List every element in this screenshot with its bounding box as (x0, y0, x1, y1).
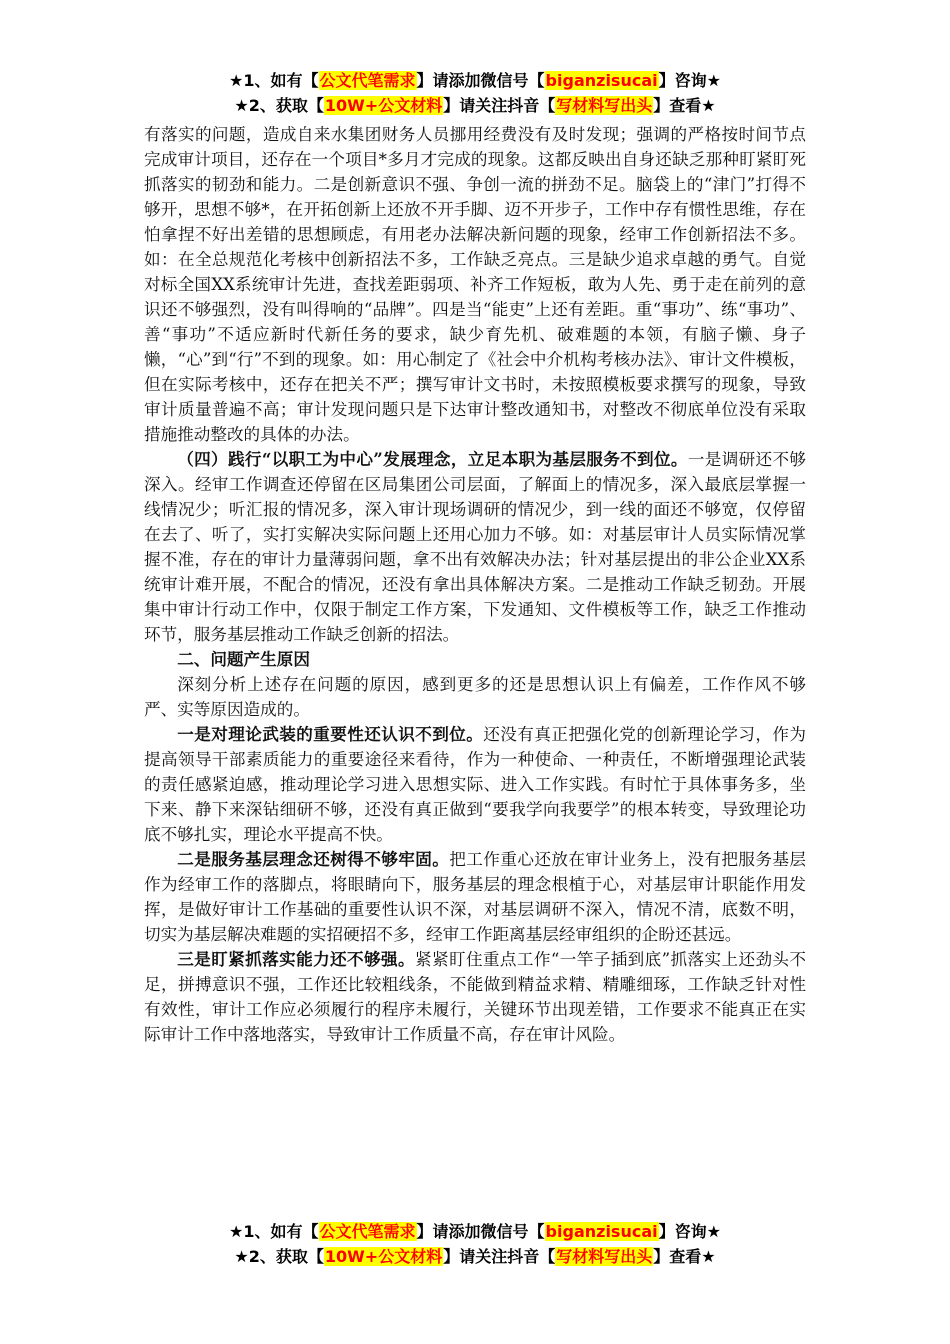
paragraph-lead: （四）践行“以职工为中心”发展理念，立足本职为基层服务不到位。 (177, 449, 688, 469)
banner-text: 】请添加微信号【 (416, 1222, 545, 1241)
paragraph-lead: 二是服务基层理念还树得不够牢固。 (177, 849, 450, 869)
banner-text: 】请添加微信号【 (416, 71, 545, 90)
banner-text: 】请关注抖音【 (443, 1247, 556, 1266)
paragraph (144, 722, 806, 847)
banner-text: 】咨询★ (658, 1222, 721, 1241)
document-body (144, 122, 806, 1047)
banner-text: 】请关注抖音【 (443, 96, 556, 115)
banner-text: 】查看★ (653, 96, 716, 115)
banner-text: ★2、获取【 (234, 96, 324, 115)
banner-text: ★1、如有【 (229, 1222, 319, 1241)
paragraph (144, 447, 806, 647)
paragraph: 有落实的问题，造成自来水集团财务人员挪用经费没有及时发现；强调的严格按时间节点完成审计项目，还存在一个项目*多月才完成的现象。这都反映出自身还缺乏那种盯紧盯死抓落实的韧劲和能力。二是创新意识不强、争创一流的拼劲不足。脑袋上的“津门”打得不够开，思想不够*，在开拓创新上还放不开手脚、迈不开步子，工作中存有惯性思维，存在怕拿捏不好出差错的思想顾虑，有用老办法解决新问题的现象，经审工作创新招法不多。如：在全总规范化考核中创新招法不多，工作缺乏亮点。三是缺少追求卓越的勇气。自觉对标全国XX系统审计先进，查找差距弱项、补齐工作短板，敢为人先、勇于走在前列的意识还不够强烈，没有叫得响的“品牌”。四是当“能吏”上还有差距。重“事功”、练“事功”、善“事功”不适应新时代新任务的要求，缺少育先机、破难题的本领，有脑子懒、身子懒，“心”到“行”不到的现象。如：用心制定了《社会中介机构考核办法》、审计文件模板，但在实际考核中，还存在把关不严；撰写审计文书时，未按照模板要求撰写的现象，导致审计质量普遍不高；审计发现问题只是下达审计整改通知书，对整改不彻底单位没有采取措施推动整改的具体的办法。 (144, 125, 806, 444)
banner-line-1 (0, 1219, 950, 1244)
paragraph-text: 把工作重心还放在审计业务上，没有把服务基层作为经审工作的落脚点，将眼睛向下，服务基层的理念根植于心，对基层审计职能作用发挥，是做好审计工作基础的重要性认识不深，对基层调研不深入，情况不清，底数不明，切实为基层解决难题的实招硬招不多，经审工作距离基层经审组织的企盼还甚远。 (144, 850, 807, 944)
banner-highlight: 10W+公文材料 (324, 96, 443, 115)
banner-text: ★1、如有【 (229, 71, 319, 90)
banner-line-1 (0, 68, 950, 93)
banner-text: ★2、获取【 (234, 1247, 324, 1266)
paragraph-lead: 三是盯紧抓落实能力还不够强。 (177, 949, 415, 969)
paragraph-text: 一是调研还不够深入。经审工作调查还停留在区局集团公司层面，了解面上的情况多，深入最底层掌握一线情况少；听汇报的情况多，深入审计现场调研的情况少，到一线的面还不够宽，仅停留在去了、听了，实打实解决实际问题上还用心加力不够。如：对基层审计人员实际情况掌握不准，存在的审计力量薄弱问题，拿不出有效解决办法；针对基层提出的非公企业XX系统审计难开展，不配合的情况，还没有拿出具体解决方案。二是推动工作缺乏韧劲。开展集中审计行动工作中，仅限于制定工作方案，下发通知、文件模板等工作，缺乏工作推动环节，服务基层推动工作缺乏创新的招法。 (144, 450, 807, 644)
banner-highlight: 写材料写出头 (556, 96, 653, 115)
paragraph (144, 847, 806, 947)
paragraph: 深刻分析上述存在问题的原因，感到更多的还是思想认识上有偏差，工作作风不够严、实等原因造成的。 (144, 675, 806, 719)
banner-text: 】咨询★ (658, 71, 721, 90)
section-heading: 二、问题产生原因 (177, 650, 310, 669)
bottom-banner (0, 1219, 950, 1269)
paragraph (144, 947, 806, 1047)
banner-highlight: biganzisucai (545, 1222, 658, 1241)
banner-text: 】查看★ (653, 1247, 716, 1266)
banner-highlight: 写材料写出头 (556, 1247, 653, 1266)
banner-highlight: 公文代笔需求 (319, 1222, 416, 1241)
banner-highlight: biganzisucai (545, 71, 658, 90)
banner-line-2 (0, 1244, 950, 1269)
paragraph-text: 还没有真正把强化党的创新理论学习，作为提高领导干部素质能力的重要途径来看待，作为一种使命、一种责任，不断增强理论武装的责任感紧迫感，推动理论学习进入思想实际、进入工作实践。有时忙于具体事务多，坐下来、静下来深钻细研不够，还没有真正做到“要我学向我要学”的根本转变，导致理论功底不够扎实，理论水平提高不快。 (144, 725, 806, 844)
paragraph-lead: 一是对理论武装的重要性还认识不到位。 (177, 724, 484, 744)
top-banner (0, 68, 950, 118)
paragraph-text: 紧紧盯住重点工作“一竿子插到底”抓落实上还劲头不足，拼搏意识不强，工作还比较粗线条，不能做到精益求精、精雕细琢，工作缺乏针对性有效性，审计工作应必须履行的程序未履行，关键环节出现差错，工作要求不能真正在实际审计工作中落地落实，导致审计工作质量不高，存在审计风险。 (144, 950, 807, 1044)
banner-highlight: 10W+公文材料 (324, 1247, 443, 1266)
banner-highlight: 公文代笔需求 (319, 71, 416, 90)
banner-line-2 (0, 93, 950, 118)
